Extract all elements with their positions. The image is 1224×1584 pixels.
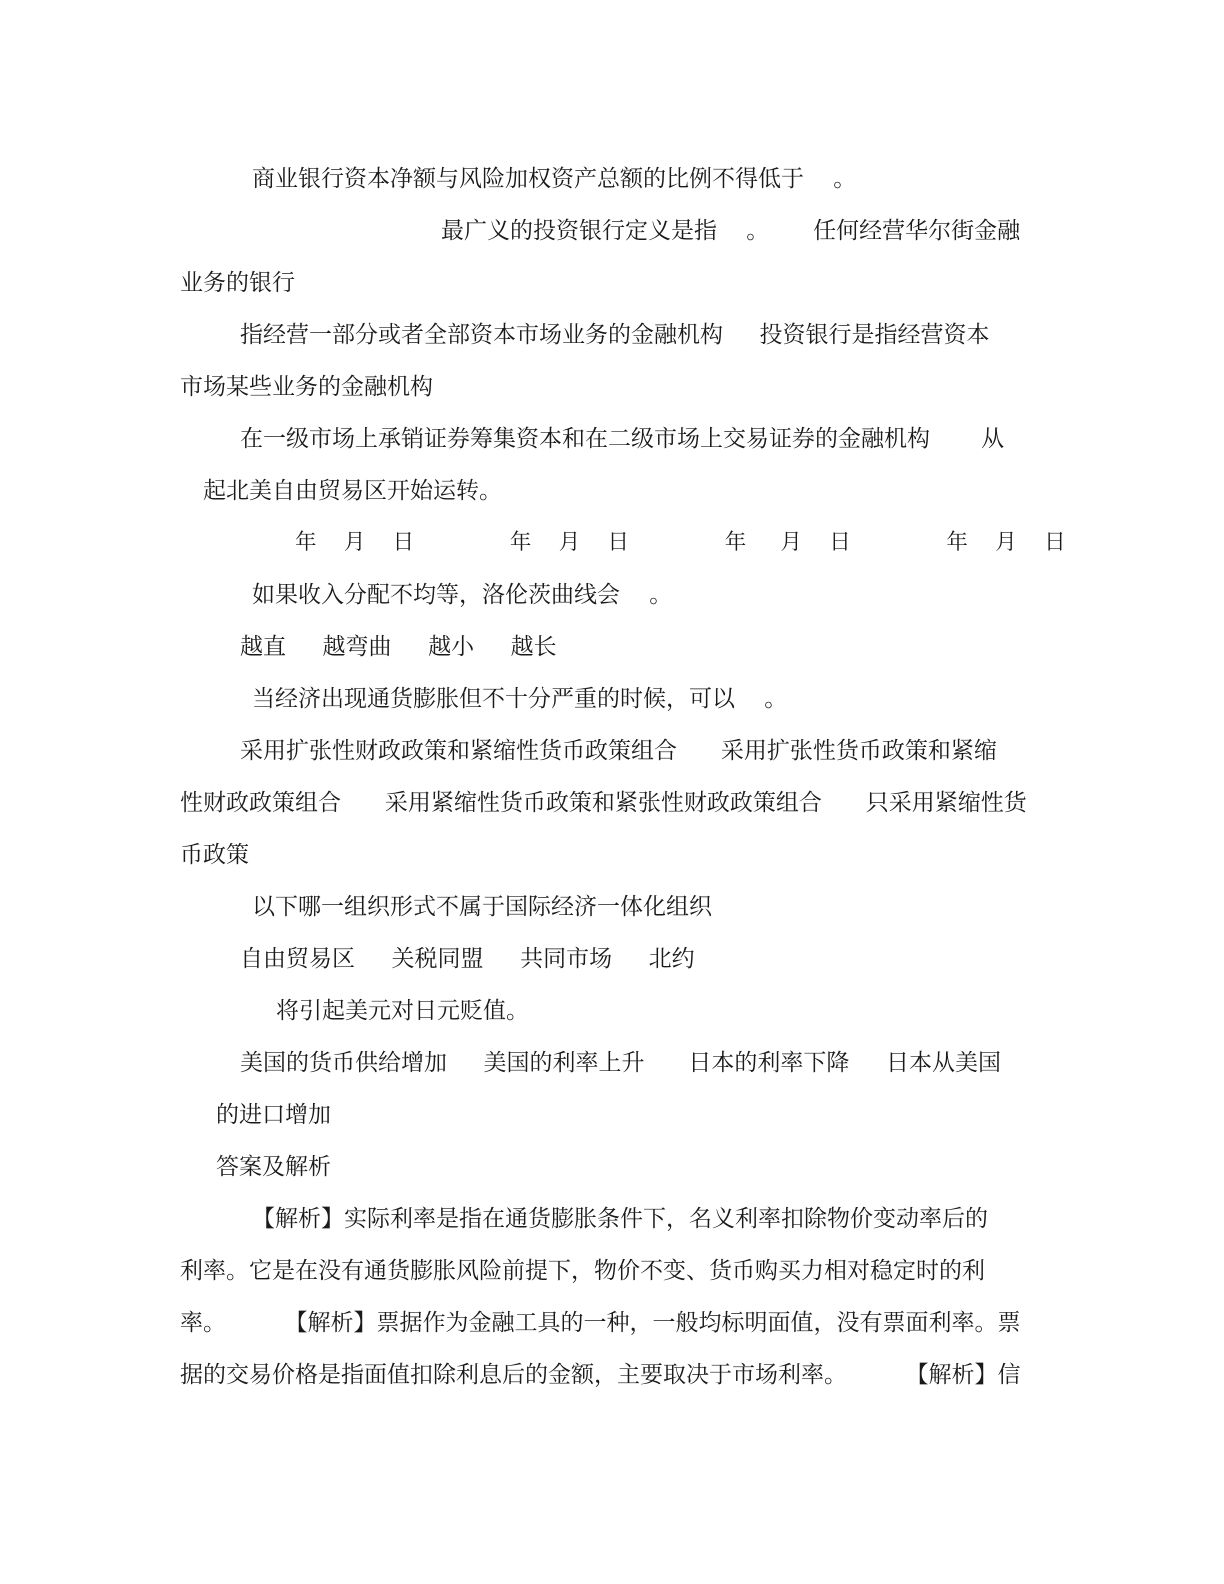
text-line: 年 月 日 年 月 日 年 月 日 年 月 日	[295, 530, 1066, 555]
text-line: 【解析】实际利率是指在通货膨胀条件下，名义利率扣除物价变动率后的	[252, 1206, 988, 1232]
text-line: 在一级市场上承销证券筹集资本和在二级市场上交易证券的金融机构 从	[240, 426, 1005, 452]
text-line: 自由贸易区 关税同盟 共同市场 北约	[240, 946, 695, 972]
text-line: 越直 越弯曲 越小 越长	[240, 634, 557, 660]
text-line: 起北美自由贸易区开始运转。	[203, 478, 502, 504]
text-line: 最广义的投资银行定义是指 。 任何经营华尔街金融	[441, 218, 1021, 244]
text-line: 将引起美元对日元贬值。	[276, 998, 529, 1024]
text-line: 采用扩张性财政政策和紧缩性货币政策组合 采用扩张性货币政策和紧缩	[240, 738, 997, 764]
text-line: 利率。它是在没有通货膨胀风险前提下，物价不变、货币购买力相对稳定时的利	[180, 1258, 985, 1284]
text-line: 商业银行资本净额与风险加权资产总额的比例不得低于 。	[252, 166, 857, 192]
text-line: 以下哪一组织形式不属于国际经济一体化组织	[252, 894, 712, 920]
text-line: 市场某些业务的金融机构	[180, 374, 433, 400]
text-line: 当经济出现通货膨胀但不十分严重的时候，可以 。	[252, 686, 788, 712]
text-line: 币政策	[180, 842, 249, 868]
section-heading: 答案及解析	[216, 1154, 331, 1180]
text-line: 指经营一部分或者全部资本市场业务的金融机构 投资银行是指经营资本	[240, 322, 990, 348]
text-line: 据的交易价格是指面值扣除利息后的金额，主要取决于市场利率。 【解析】信	[180, 1362, 1021, 1388]
text-line: 业务的银行	[180, 270, 295, 296]
text-line: 率。 【解析】票据作为金融工具的一种，一般均标明面值，没有票面利率。票	[180, 1310, 1021, 1336]
text-line: 性财政政策组合 采用紧缩性货币政策和紧张性财政政策组合 只采用紧缩性货	[180, 790, 1027, 816]
text-line: 的进口增加	[216, 1102, 331, 1128]
text-line: 美国的货币供给增加 美国的利率上升 日本的利率下降 日本从美国	[240, 1050, 1001, 1076]
text-line: 如果收入分配不均等，洛伦茨曲线会 。	[252, 582, 673, 608]
